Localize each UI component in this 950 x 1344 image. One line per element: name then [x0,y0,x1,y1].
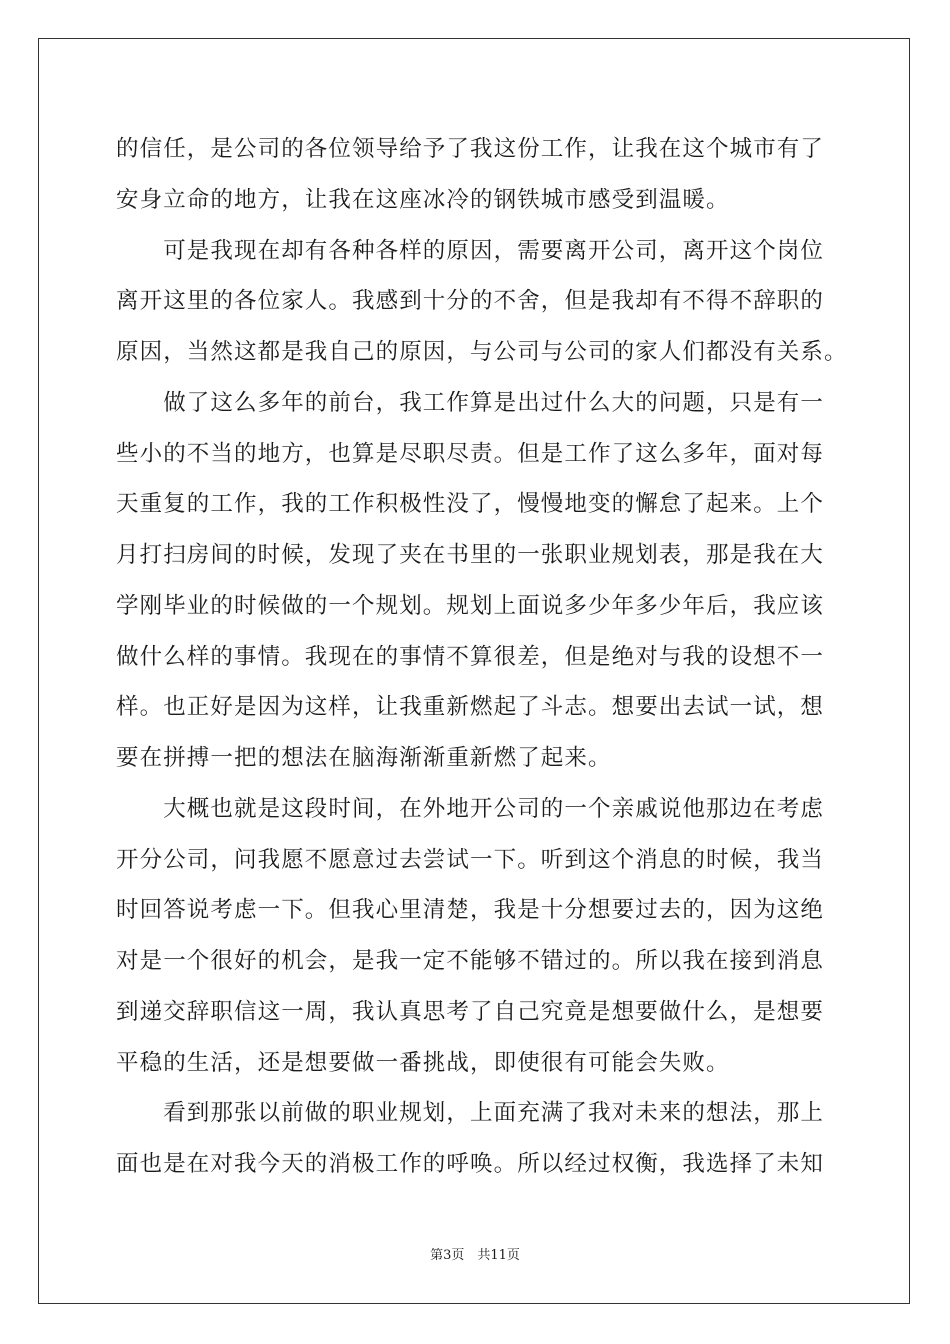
text-line: 安身立命的地方，让我在这座冰冷的钢铁城市感受到温暖。 [116,186,730,213]
document-body [116,124,848,1190]
text-line: 原因，当然这都是我自己的原因，与公司与公司的家人们都没有关系。 [116,339,848,365]
text-line: 看到那张以前做的职业规划，上面充满了我对未来的想法，那上 [116,1100,825,1127]
text-line: 学刚毕业的时候做的一个规划。规划上面说多少年多少年后，我应该 [116,592,825,619]
text-line: 月打扫房间的时候，发现了夹在书里的一张职业规划表，那是我在大 [116,542,825,568]
text-line: 开分公司，问我愿不愿意过去尝试一下。听到这个消息的时候，我当 [116,846,825,873]
text-line: 做什么样的事情。我现在的事情不算很差，但是绝对与我的设想不一 [116,643,825,670]
text-line: 做了这么多年的前台，我工作算是出过什么大的问题，只是有一 [116,389,825,416]
text-line: 要在拼搏一把的想法在脑海渐渐重新燃了起来。 [116,745,612,771]
text-line: 时回答说考虑一下。但我心里清楚，我是十分想要过去的，因为这绝 [116,897,825,924]
text-line: 到递交辞职信这一周，我认真思考了自己究竟是想要做什么，是想要 [116,998,825,1025]
text-line: 平稳的生活，还是想要做一番挑战，即使很有可能会失败。 [116,1049,730,1076]
text-line: 离开这里的各位家人。我感到十分的不舍，但是我却有不得不辞职的 [116,288,825,315]
text-line: 面也是在对我今天的消极工作的呼唤。所以经过权衡，我选择了未知 [116,1151,825,1177]
text-line: 些小的不当的地方，也算是尽职尽责。但是工作了这么多年，面对每 [116,440,825,467]
text-line: 样。也正好是因为这样，让我重新燃起了斗志。想要出去试一试，想 [116,694,825,721]
text-line: 对是一个很好的机会，是我一定不能够不错过的。所以我在接到消息 [116,948,825,974]
page-number-footer: 第3页 共11页 [430,1248,520,1263]
text-line: 可是我现在却有各种各样的原因，需要离开公司，离开这个岗位 [116,237,825,264]
text-line: 的信任，是公司的各位领导给予了我这份工作，让我在这个城市有了 [116,136,825,162]
text-line: 大概也就是这段时间，在外地开公司的一个亲戚说他那边在考虑 [116,795,825,822]
text-line: 天重复的工作，我的工作积极性没了，慢慢地变的懈怠了起来。上个 [116,491,825,518]
